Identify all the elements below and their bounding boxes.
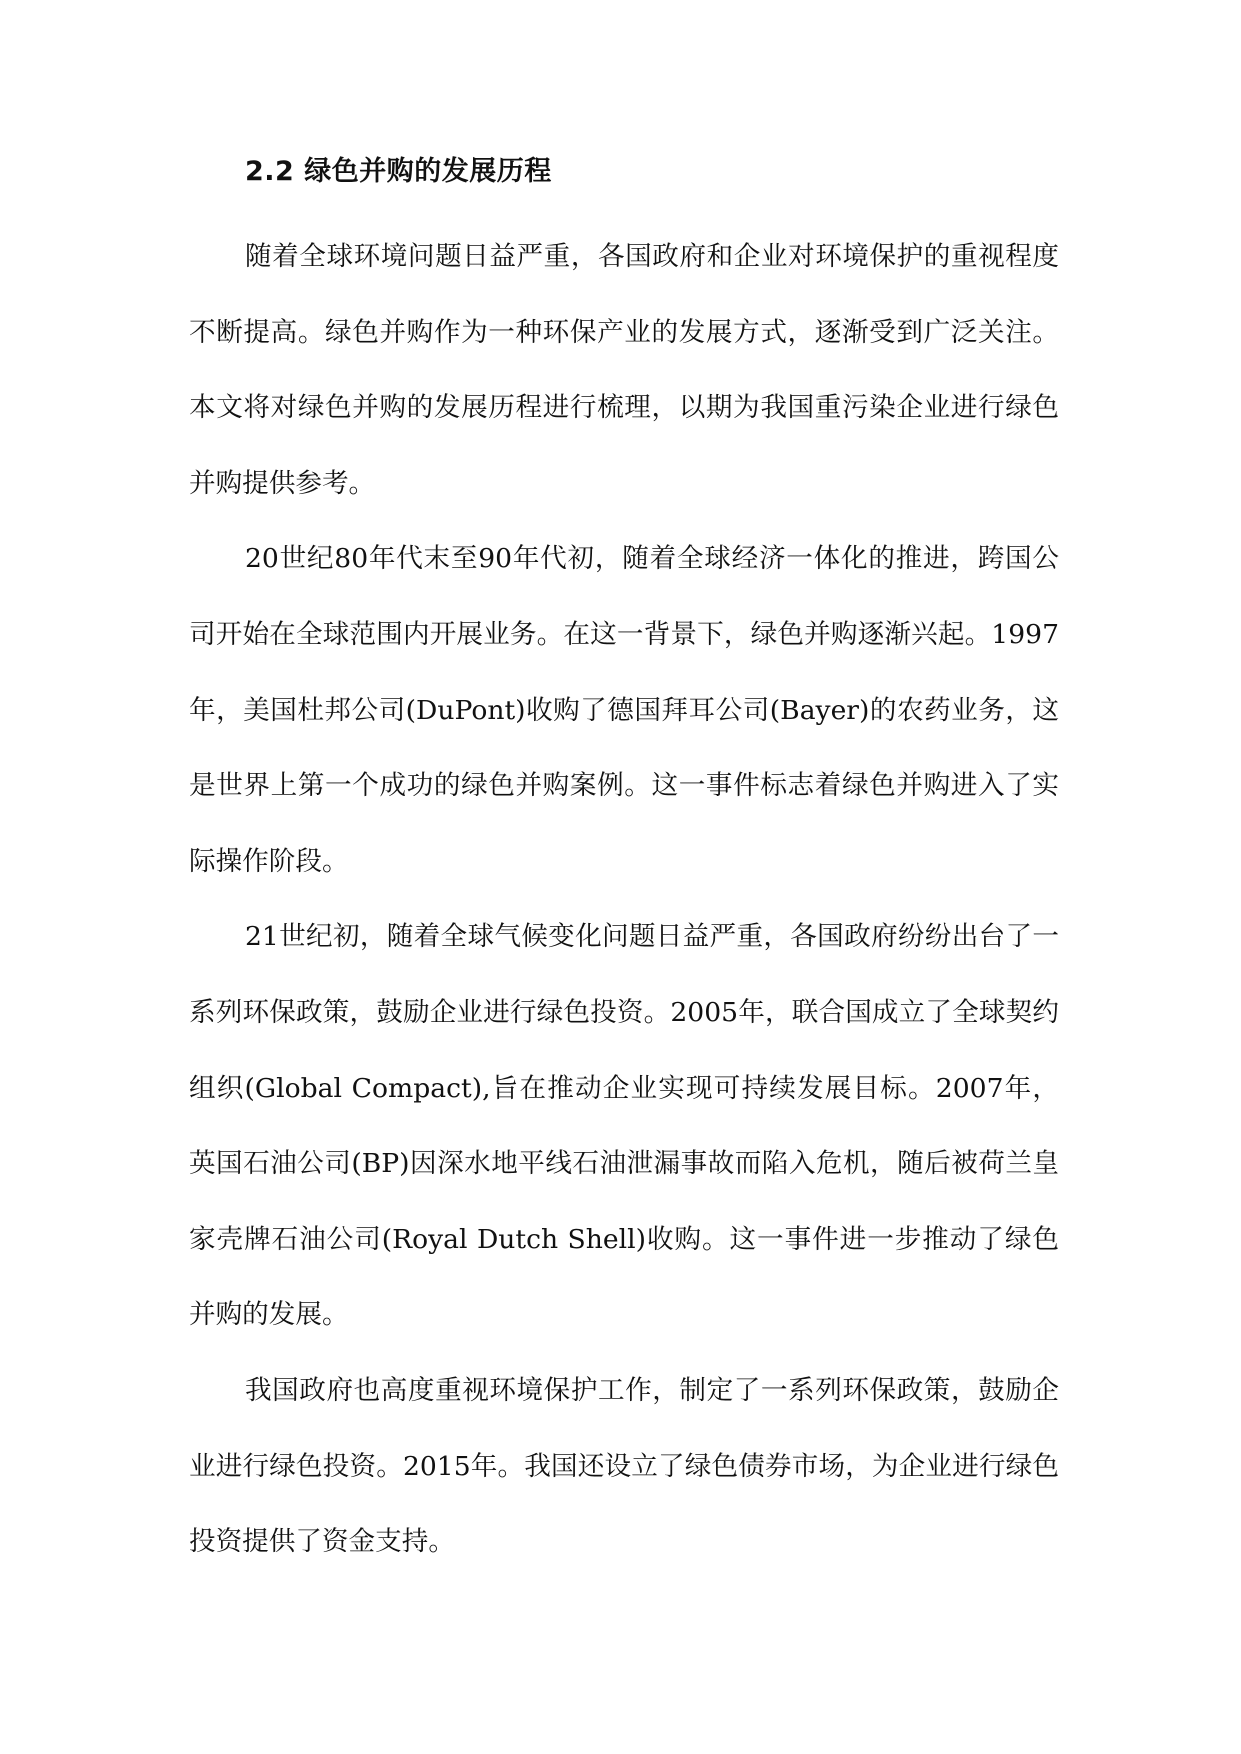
paragraph-intro: 随着全球环境问题日益严重，各国政府和企业对环境保护的重视程度不断提高。绿色并购作为一种环保产业的发展方式，逐渐受到广泛关注。本文将对绿色并购的发展历程进行梳理，以期为我国重污染企业进行绿色并购提供参考。 (189, 241, 1059, 499)
section-heading: 2.2 绿色并购的发展历程 (245, 156, 552, 187)
paragraph-1980s-1990s: 20世纪80年代末至90年代初，随着全球经济一体化的推进，跨国公司开始在全球范围内开展业务。在这一背景下，绿色并购逐渐兴起。1997年，美国杜邦公司(DuPont)收购了德国拜耳公司(Bayer)的农药业务，这是世界上第一个成功的绿色并购案例。这一事件标志着绿色并购进入了实际操作阶段。 (189, 543, 1059, 877)
paragraph-21st-century: 21世纪初，随着全球气候变化问题日益严重，各国政府纷纷出台了一系列环保政策，鼓励企业进行绿色投资。2005年，联合国成立了全球契约组织(Global Compact),旨在推动企业实现可持续发展目标。2007年，英国石油公司(BP)因深水地平线石油泄漏事故而陷入危机，随后被荷兰皇家壳牌石油公司(Royal Dutch Shell)收购。这一事件进一步推动了绿色并购的发展。 (189, 921, 1059, 1331)
page-content (189, 146, 1059, 1580)
paragraph-china-policy: 我国政府也高度重视环境保护工作，制定了一系列环保政策，鼓励企业进行绿色投资。2015年。我国还设立了绿色债券市场，为企业进行绿色投资提供了资金支持。 (189, 1374, 1059, 1558)
